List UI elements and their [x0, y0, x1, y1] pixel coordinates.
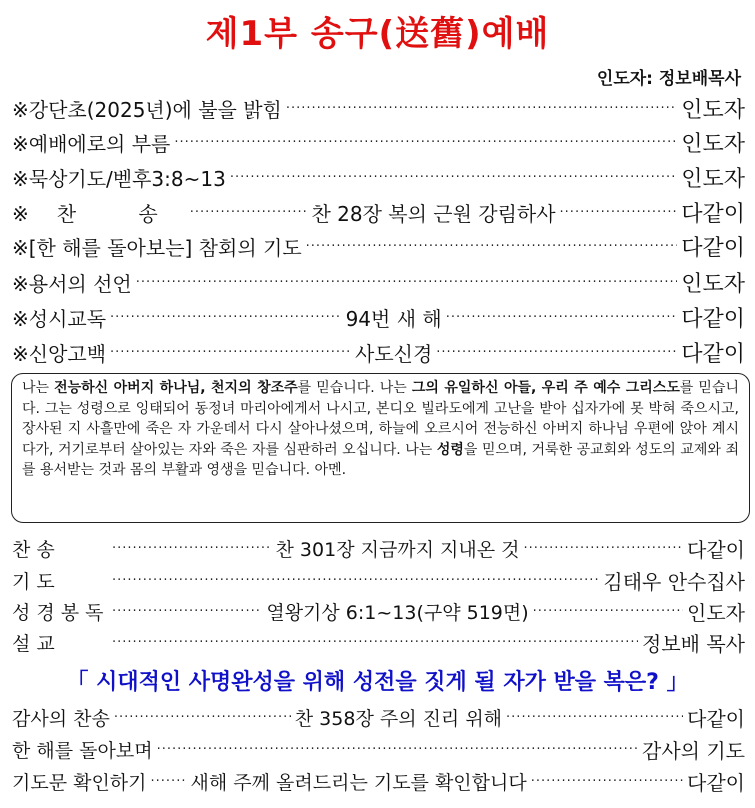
dot-leader: [110, 310, 342, 325]
creed-text: 나는: [22, 380, 55, 396]
order-detail: 찬 301장 지금까지 지내온 것: [275, 538, 520, 561]
order-role: 정보배 목사: [642, 631, 745, 656]
dot-leader: [112, 573, 599, 588]
dot-leader: [151, 774, 187, 789]
order-role: 다같이: [687, 770, 745, 795]
worship-leader: 인도자: 정보배목사: [596, 69, 741, 89]
order-item: [12, 627, 745, 657]
order-item: [12, 301, 745, 333]
order-item: [12, 126, 745, 158]
order-role: 다같이: [681, 341, 745, 367]
creed-emphasis: 성령: [436, 441, 464, 458]
order-label: [12, 629, 108, 656]
order-detail: 찬 28장 복의 근원 강림하사: [311, 201, 556, 226]
dot-leader: [136, 275, 678, 290]
creed-text: 를 믿습니다. 그는 성령으로 잉태되어 동정녀 마리아에게서 나시고, 본디오 빌라도에게 고난을 받아 십자가에 못 박혀 죽으시고, 장사된 지 사흘만에 죽은 자 가운데서 다시 살아나셨으며, 하늘에 오르시어 전능하신 아버지 하나님 우편에 앉아 계시다가, 거기로부터 살아있는 자와 죽은 자를 심판하러 오십니다. 나는: [22, 380, 740, 458]
order-label: ※신앙고백: [12, 341, 107, 366]
dot-leader: [533, 604, 683, 619]
order-label: ※예배에로의 부름: [12, 131, 171, 156]
order-item: [12, 533, 745, 563]
order-label: ※묵상기도/벧후3:8~13: [12, 166, 226, 191]
dot-leader: [436, 345, 677, 360]
dot-leader: [112, 604, 262, 619]
order-item: [12, 596, 745, 626]
order-role: 인도자: [681, 97, 745, 123]
dot-leader: [190, 205, 308, 220]
order-item: [12, 161, 745, 193]
dot-leader: [531, 774, 683, 789]
order-detail: 94번 새 해: [345, 306, 442, 331]
order-label: ※찬 송: [12, 201, 186, 226]
order-role: 인도자: [681, 271, 745, 297]
order-role: 김태우 안수집사: [603, 569, 745, 594]
order-detail: 사도신경: [355, 341, 433, 366]
order-role: 다같이: [687, 537, 745, 562]
order-label: 감사의 찬송: [12, 707, 110, 730]
dot-leader: [230, 170, 677, 185]
order-item: [12, 336, 745, 368]
dot-leader: [306, 239, 678, 254]
order-role: 다같이: [681, 235, 745, 261]
order-role: 인도자: [681, 131, 745, 157]
dot-leader: [286, 101, 677, 116]
order-item: [12, 734, 745, 764]
order-label: 한 해를 돌아보며: [12, 739, 153, 762]
creed-text: 을 믿으며, 거룩한 공교회와 성도의 교제와 죄를 용서받는 것과 몸의 부활과 영생을 믿습니다. 아멘.: [22, 441, 739, 478]
dot-leader: [506, 710, 683, 725]
order-label: 성 경 봉 독: [12, 601, 104, 624]
order-item: [12, 766, 745, 796]
order-role: 다같이: [687, 706, 745, 731]
dot-leader: [114, 710, 291, 725]
dot-leader: [110, 345, 351, 360]
order-item: [12, 702, 745, 732]
dot-leader: [157, 742, 638, 757]
order-label-text: 찬 송: [12, 538, 55, 561]
dot-leader: [174, 135, 677, 150]
dot-leader: [524, 541, 684, 556]
order-label-text: 기 도: [12, 570, 55, 593]
creed-emphasis: 전능하신 아버지 하나님, 천지의 창조주: [54, 380, 298, 396]
creed-text: 를 믿습니다. 나는: [297, 380, 412, 396]
order-item: [12, 230, 745, 262]
order-label: ※성시교독: [12, 306, 107, 331]
order-detail: 새해 주께 올려드리는 기도를 확인합니다: [190, 771, 527, 794]
order-role: 다같이: [681, 201, 745, 227]
order-detail: 찬 358장 주의 진리 위해: [294, 707, 503, 730]
order-label: ※용서의 선언: [12, 271, 132, 296]
order-role: 인도자: [681, 166, 745, 192]
order-role: 감사의 기도: [642, 738, 745, 763]
order-label: 기도문 확인하기: [12, 771, 147, 794]
order-label-text: 설 교: [12, 632, 55, 655]
order-label: [12, 535, 108, 562]
apostles-creed-box: [11, 373, 750, 523]
order-label: ※[한 해를 돌아보는] 참회의 기도: [12, 235, 302, 260]
dot-leader: [446, 310, 678, 325]
order-item: [12, 196, 745, 228]
dot-leader: [112, 635, 638, 650]
order-item: [12, 266, 745, 298]
order-item: [12, 565, 745, 595]
worship-title: 제1부 송구(送舊)예배: [205, 14, 550, 54]
creed-emphasis: 그의 유일하신 아들, 우리 주 예수 그리스도: [411, 380, 680, 396]
dot-leader: [112, 541, 272, 556]
sermon-title: 「 시대적인 사명완성을 위해 성전을 짓게 될 자가 받을 복은? 」: [66, 670, 689, 695]
dot-leader: [560, 205, 678, 220]
order-label: ※강단초(2025년)에 불을 밝힘: [12, 97, 282, 122]
order-item: [12, 92, 745, 124]
order-label: [12, 567, 108, 594]
order-role: 다같이: [681, 306, 745, 332]
order-role: 인도자: [687, 600, 745, 625]
order-detail: 열왕기상 6:1~13(구약 519면): [266, 601, 529, 624]
